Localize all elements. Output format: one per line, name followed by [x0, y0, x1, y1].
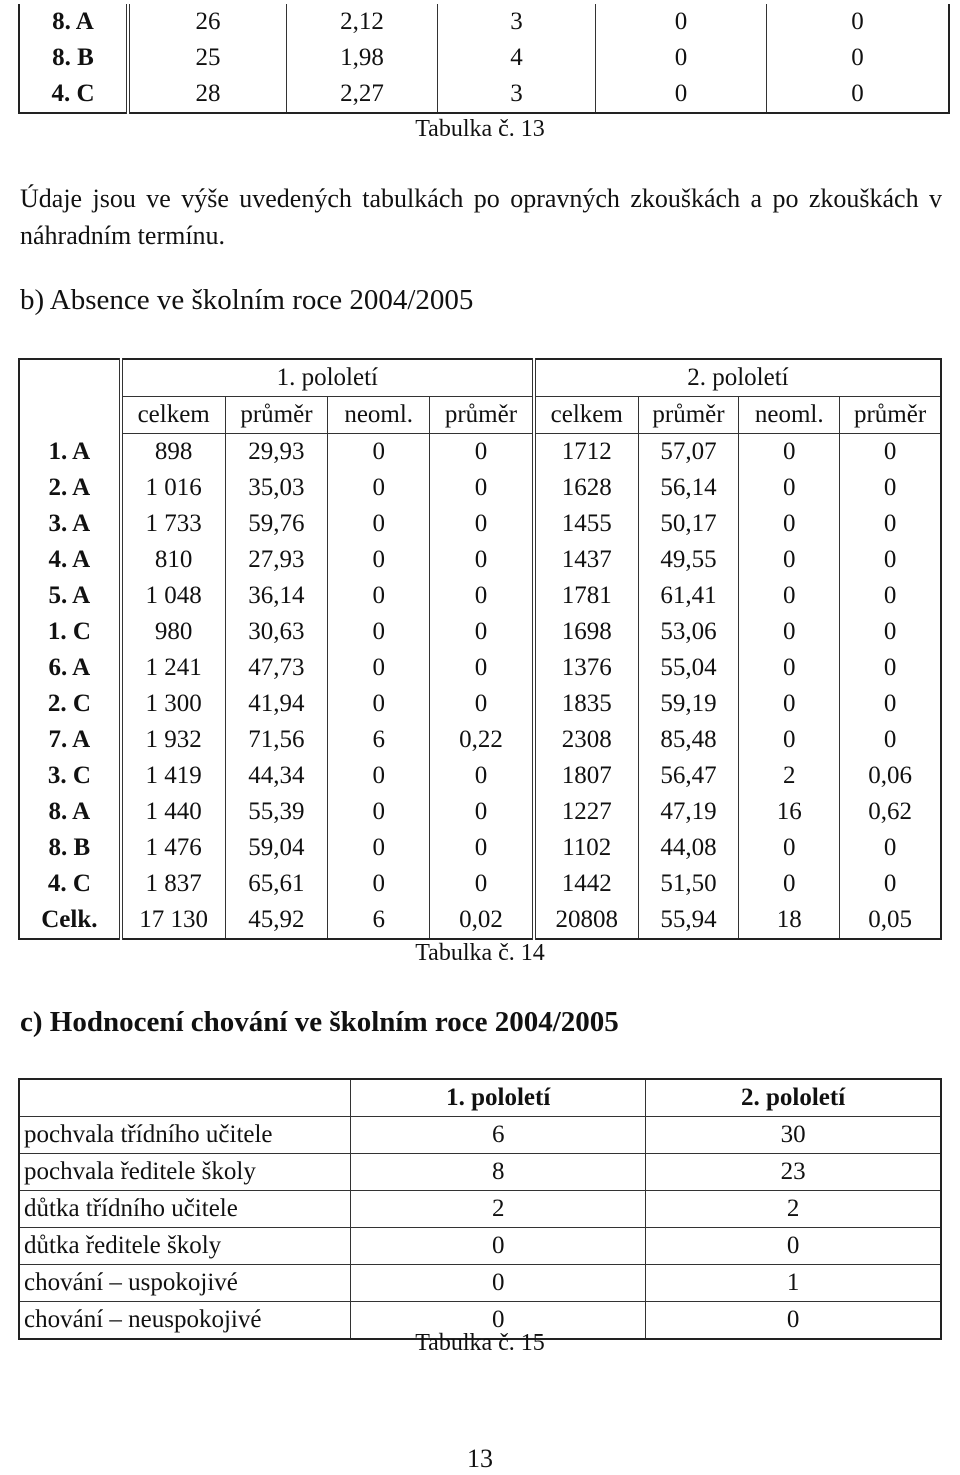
row-label: chování – neuspokojivé [19, 1302, 351, 1340]
table-row [19, 40, 949, 76]
table-row [19, 830, 941, 866]
table-cell: 1 016 [121, 470, 225, 506]
table-cell: 59,04 [225, 830, 328, 866]
class-label: 4. A [48, 546, 91, 573]
class-label: Celk. [41, 906, 98, 933]
table-cell: 0 [351, 1228, 646, 1265]
table-cell: 1 476 [121, 830, 225, 866]
subheader-cell: celkem [121, 397, 225, 434]
table-cell: 0 [739, 650, 840, 686]
table-cell: 41,94 [225, 686, 328, 722]
table-cell: 0 [430, 506, 534, 542]
table-cell: 44,34 [225, 758, 328, 794]
table-cell: 1712 [534, 434, 638, 471]
table-row [19, 650, 941, 686]
table-cell: 2308 [534, 722, 638, 758]
class-label: 5. A [48, 582, 91, 609]
row-label: pochvala třídního učitele [19, 1117, 351, 1154]
table-cell: 0 [328, 866, 430, 902]
table-cell: 55,94 [638, 902, 739, 939]
subheader-cell: průměr [638, 397, 739, 434]
class-label: 8. B [52, 44, 94, 71]
table-cell: 0 [739, 578, 840, 614]
table-cell: 30,63 [225, 614, 328, 650]
table-cell: 0 [840, 470, 941, 506]
table-cell: 1102 [534, 830, 638, 866]
table-cell: 0 [840, 542, 941, 578]
table-cell: 1437 [534, 542, 638, 578]
table-cell: 0,62 [840, 794, 941, 830]
table-cell: 0 [840, 650, 941, 686]
subheader-cell: průměr [840, 397, 941, 434]
table-cell: 0 [767, 40, 950, 76]
table-cell: 898 [121, 434, 225, 471]
class-label: 3. C [47, 762, 91, 789]
table-header-row [19, 359, 941, 397]
table-cell: 3 [438, 4, 596, 40]
table-cell: 0 [430, 686, 534, 722]
section-b-heading: b) Absence ve školním roce 2004/2005 [20, 284, 474, 316]
table-cell: 0 [430, 758, 534, 794]
class-label: 2. C [47, 690, 91, 717]
table-row [19, 1191, 941, 1228]
table-cell: 57,07 [638, 434, 739, 471]
table-cell: 0 [430, 578, 534, 614]
table-cell: 0 [739, 830, 840, 866]
table-cell: 6 [328, 722, 430, 758]
table-cell: 0 [430, 830, 534, 866]
table-cell: 0 [430, 866, 534, 902]
table-row [19, 722, 941, 758]
table-cell: 6 [328, 902, 430, 939]
table-row [19, 866, 941, 902]
table-subheader-row [19, 397, 941, 434]
table-cell: 1807 [534, 758, 638, 794]
table-row [19, 4, 949, 40]
table-cell: 0 [430, 470, 534, 506]
row-label: pochvala ředitele školy [19, 1154, 351, 1191]
table-cell: 0 [351, 1265, 646, 1302]
subheader-cell: průměr [225, 397, 328, 434]
section-c-heading: c) Hodnocení chování ve školním roce 2004/2005 [20, 1006, 619, 1038]
table-cell: 0 [328, 506, 430, 542]
table-cell: 26 [128, 4, 287, 40]
header-period-2: 2. pololetí [646, 1079, 941, 1117]
table-cell: 35,03 [225, 470, 328, 506]
table-cell: 59,19 [638, 686, 739, 722]
header-period-1: 1. pololetí [351, 1079, 646, 1117]
table-cell: 0 [596, 76, 767, 113]
table-cell: 0 [430, 434, 534, 471]
table-cell: 0 [328, 470, 430, 506]
table-header-row [19, 1079, 941, 1117]
table-cell: 0 [840, 830, 941, 866]
table-cell: 56,47 [638, 758, 739, 794]
table-cell: 0 [739, 434, 840, 471]
table-cell: 51,50 [638, 866, 739, 902]
class-label: 4. C [51, 80, 95, 107]
table-cell: 0 [739, 542, 840, 578]
table-cell: 0 [646, 1228, 941, 1265]
table-cell: 0 [430, 650, 534, 686]
table-cell: 1442 [534, 866, 638, 902]
table-cell: 2 [646, 1191, 941, 1228]
table-cell: 1 [646, 1265, 941, 1302]
table-cell: 0 [328, 758, 430, 794]
table-13-caption: Tabulka č. 13 [415, 116, 545, 142]
subheader-cell: celkem [534, 397, 638, 434]
table-row [19, 1265, 941, 1302]
header-period-2: 2. pololetí [534, 359, 941, 397]
table-cell: 1 241 [121, 650, 225, 686]
class-label: 6. A [48, 654, 91, 681]
table-cell: 0 [840, 722, 941, 758]
table-cell: 30 [646, 1117, 941, 1154]
table-row [19, 76, 949, 113]
table-cell: 50,17 [638, 506, 739, 542]
table-cell: 0 [328, 434, 430, 471]
table-cell: 0 [840, 866, 941, 902]
table-row [19, 1117, 941, 1154]
header-empty-cell [19, 397, 121, 434]
table-cell: 20808 [534, 902, 638, 939]
table-row [19, 686, 941, 722]
table-cell: 29,93 [225, 434, 328, 471]
table-cell: 55,39 [225, 794, 328, 830]
table-cell: 810 [121, 542, 225, 578]
table-cell: 27,93 [225, 542, 328, 578]
subheader-cell: neoml. [328, 397, 430, 434]
table-cell: 18 [739, 902, 840, 939]
table-cell: 0 [430, 614, 534, 650]
table-cell: 0 [840, 686, 941, 722]
table-cell: 1 932 [121, 722, 225, 758]
table-cell: 1,98 [287, 40, 438, 76]
table-cell: 71,56 [225, 722, 328, 758]
class-label: 8. A [48, 798, 91, 825]
class-label: 3. A [48, 510, 91, 537]
table-cell: 53,06 [638, 614, 739, 650]
row-label: důtka třídního učitele [19, 1191, 351, 1228]
table-cell: 0 [767, 76, 950, 113]
header-period-1: 1. pololetí [121, 359, 534, 397]
header-empty-cell [19, 1079, 351, 1117]
table-cell: 1 048 [121, 578, 225, 614]
table-cell: 0 [430, 542, 534, 578]
table-cell: 25 [128, 40, 287, 76]
page-number: 13 [467, 1444, 493, 1473]
table-cell: 8 [351, 1154, 646, 1191]
class-label: 8. A [52, 8, 94, 35]
table-cell: 45,92 [225, 902, 328, 939]
table-row [19, 542, 941, 578]
table-cell: 28 [128, 76, 287, 113]
table-cell: 2,12 [287, 4, 438, 40]
table-cell: 1698 [534, 614, 638, 650]
header-empty-cell [19, 359, 121, 397]
table-cell: 0,22 [430, 722, 534, 758]
table-cell: 0 [328, 542, 430, 578]
table-cell: 1835 [534, 686, 638, 722]
table-cell: 1 733 [121, 506, 225, 542]
table-cell: 0,06 [840, 758, 941, 794]
table-cell: 65,61 [225, 866, 328, 902]
table-cell: 4 [438, 40, 596, 76]
table-cell: 2,27 [287, 76, 438, 113]
table-row [19, 1228, 941, 1265]
table-cell: 0 [739, 866, 840, 902]
table-row [19, 614, 941, 650]
subheader-cell: neoml. [739, 397, 840, 434]
table-cell: 1227 [534, 794, 638, 830]
table-cell: 0 [840, 506, 941, 542]
table-14-caption: Tabulka č. 14 [415, 940, 545, 966]
class-label: 1. C [47, 618, 91, 645]
table-cell: 0 [739, 722, 840, 758]
table-cell: 1 440 [121, 794, 225, 830]
paragraph-note: Údaje jsou ve výše uvedených tabulkách po opravných zkouškách a po zkouškách v náhradním termínu. [20, 184, 942, 250]
table-cell: 0 [328, 830, 430, 866]
table-cell: 47,19 [638, 794, 739, 830]
class-label: 1. A [48, 437, 91, 465]
table-15-caption: Tabulka č. 15 [415, 1330, 545, 1356]
table-cell: 3 [438, 76, 596, 113]
table-cell: 0 [840, 434, 941, 471]
subheader-cell: průměr [430, 397, 534, 434]
table-cell: 59,76 [225, 506, 328, 542]
table-cell: 55,04 [638, 650, 739, 686]
row-label: důtka ředitele školy [19, 1228, 351, 1265]
table-cell: 0 [328, 686, 430, 722]
table-cell: 1 837 [121, 866, 225, 902]
table-row [19, 1154, 941, 1191]
table-cell: 980 [121, 614, 225, 650]
table-cell: 23 [646, 1154, 941, 1191]
class-label: 2. A [48, 474, 91, 501]
table-cell: 0 [328, 650, 430, 686]
table-cell: 85,48 [638, 722, 739, 758]
table-row [19, 578, 941, 614]
table-cell: 61,41 [638, 578, 739, 614]
table-cell: 16 [739, 794, 840, 830]
table-cell: 1 419 [121, 758, 225, 794]
table-cell: 0 [328, 578, 430, 614]
table-cell: 0 [351, 1302, 646, 1340]
table-row [19, 470, 941, 506]
table-15-behaviour [18, 1078, 942, 1340]
table-cell: 0 [596, 40, 767, 76]
table-cell: 0,05 [840, 902, 941, 939]
table-cell: 0,02 [430, 902, 534, 939]
table-cell: 0 [328, 794, 430, 830]
table-cell: 1781 [534, 578, 638, 614]
table-cell: 49,55 [638, 542, 739, 578]
table-cell: 0 [430, 794, 534, 830]
table-cell: 0 [767, 4, 950, 40]
class-label: 4. C [47, 870, 91, 897]
table-cell: 2 [351, 1191, 646, 1228]
table-cell: 0 [840, 614, 941, 650]
table-row [19, 758, 941, 794]
table-cell: 17 130 [121, 902, 225, 939]
table-14-absence [18, 358, 942, 940]
table-cell: 56,14 [638, 470, 739, 506]
table-cell: 1455 [534, 506, 638, 542]
table-cell: 1376 [534, 650, 638, 686]
table-cell: 2 [739, 758, 840, 794]
class-label: 7. A [48, 726, 91, 753]
row-label: chování – uspokojivé [19, 1265, 351, 1302]
table-cell: 0 [840, 578, 941, 614]
table-cell: 47,73 [225, 650, 328, 686]
table-13 [18, 4, 950, 114]
table-cell: 36,14 [225, 578, 328, 614]
table-row [19, 902, 941, 939]
table-cell: 0 [739, 614, 840, 650]
table-cell: 0 [596, 4, 767, 40]
table-cell: 1 300 [121, 686, 225, 722]
table-cell: 1628 [534, 470, 638, 506]
class-label: 8. B [48, 834, 91, 861]
table-cell: 44,08 [638, 830, 739, 866]
table-row [19, 506, 941, 542]
table-cell: 0 [739, 470, 840, 506]
table-cell: 0 [328, 614, 430, 650]
table-cell: 0 [739, 686, 840, 722]
table-cell: 0 [646, 1302, 941, 1340]
table-row [19, 794, 941, 830]
table-cell: 6 [351, 1117, 646, 1154]
table-cell: 0 [739, 506, 840, 542]
table-row [19, 434, 941, 471]
